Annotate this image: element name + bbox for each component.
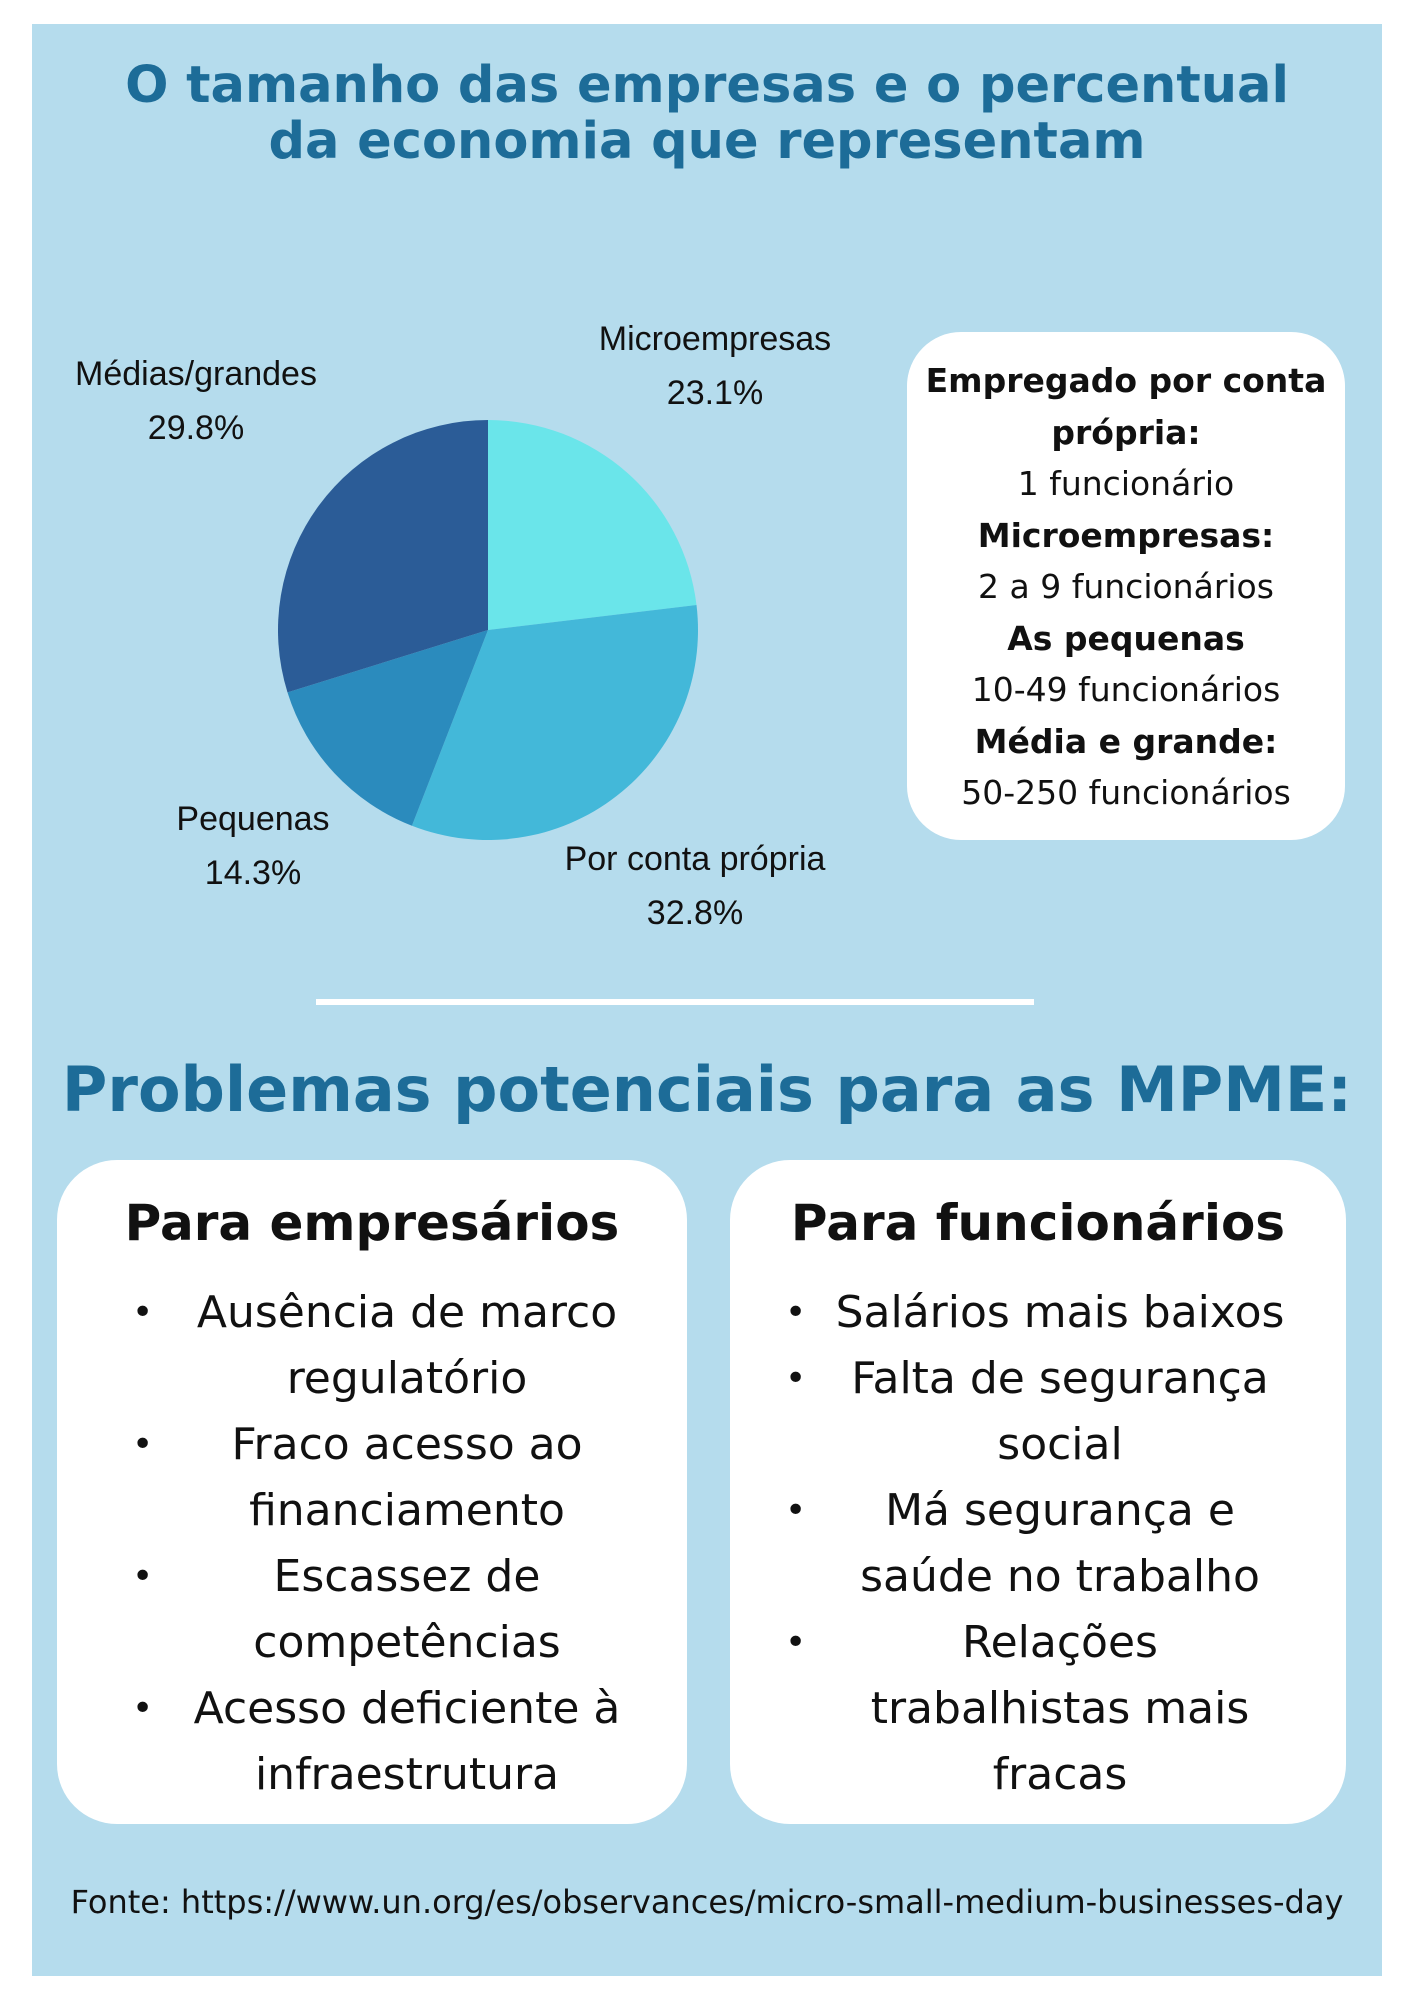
list-item-text: Ausência de marco regulatório bbox=[196, 1287, 618, 1404]
definition-value: 2 a 9 funcionários bbox=[978, 567, 1274, 606]
bullet-icon: • bbox=[132, 1556, 154, 1597]
company-size-definitions bbox=[907, 332, 1345, 840]
list-item-text: Relações trabalhistas mais fracas bbox=[870, 1617, 1250, 1800]
definition-term: Média e grande: bbox=[974, 721, 1278, 761]
definition-value: 1 funcionário bbox=[1017, 464, 1235, 503]
pie-value-label: 14.3% bbox=[204, 854, 302, 892]
employers-card bbox=[57, 1160, 687, 1824]
problems-heading: Problemas potenciais para as MPME: bbox=[61, 1053, 1353, 1126]
pie-label: Médias/grandes bbox=[75, 355, 317, 393]
list-item-text: Salários mais baixos bbox=[835, 1287, 1285, 1338]
list-item bbox=[57, 1544, 687, 1676]
employees-card-heading: Para funcionários bbox=[790, 1194, 1286, 1252]
pie-label: Pequenas bbox=[176, 800, 330, 838]
bullet-icon: • bbox=[132, 1424, 154, 1465]
employers-problem-list bbox=[57, 1280, 687, 1808]
pie-value-label: 23.1% bbox=[666, 374, 764, 412]
bullet-icon: • bbox=[132, 1292, 154, 1333]
pie-label: Microempresas bbox=[598, 320, 832, 358]
pie-label: Por conta própria bbox=[564, 840, 826, 878]
list-item bbox=[57, 1412, 687, 1544]
definition-value: 50-250 funcionários bbox=[961, 773, 1291, 812]
bullet-icon: • bbox=[785, 1622, 807, 1663]
title-line-2: da economia que representam bbox=[268, 112, 1146, 171]
definition-term: Microempresas: bbox=[977, 515, 1275, 555]
pie-value-label: 29.8% bbox=[147, 409, 245, 447]
employers-card-heading: Para empresários bbox=[124, 1194, 620, 1252]
list-item bbox=[730, 1478, 1346, 1610]
list-item bbox=[730, 1280, 1346, 1346]
list-item bbox=[57, 1280, 687, 1412]
definition-value: 10-49 funcionários bbox=[971, 670, 1281, 709]
bullet-icon: • bbox=[785, 1292, 807, 1333]
list-item-text: Má segurança e saúde no trabalho bbox=[860, 1485, 1260, 1602]
pie-value-label: 32.8% bbox=[646, 894, 744, 932]
list-item bbox=[730, 1610, 1346, 1808]
list-item-text: Acesso deficiente à infraestrutura bbox=[193, 1683, 621, 1800]
pie-slice-microempresas bbox=[488, 420, 697, 630]
list-item-text: Fraco acesso ao financiamento bbox=[231, 1419, 583, 1536]
bullet-icon: • bbox=[785, 1358, 807, 1399]
bullet-icon: • bbox=[132, 1688, 154, 1729]
definition-term: própria: bbox=[1051, 412, 1201, 452]
list-item-text: Falta de segurança social bbox=[851, 1353, 1269, 1470]
source-citation: Fonte: https://www.un.org/es/observances/micro-small-medium-businesses-day bbox=[70, 1883, 1344, 1921]
page-title bbox=[0, 58, 1414, 170]
list-item bbox=[730, 1346, 1346, 1478]
definition-term: As pequenas bbox=[1007, 618, 1245, 658]
list-item bbox=[57, 1676, 687, 1808]
section-divider bbox=[316, 999, 1034, 1005]
bullet-icon: • bbox=[785, 1490, 807, 1531]
definition-term: Empregado por conta bbox=[925, 361, 1327, 400]
employees-problem-list bbox=[730, 1280, 1346, 1808]
title-line-1: O tamanho das empresas e o percentual bbox=[125, 56, 1289, 115]
employees-card bbox=[730, 1160, 1346, 1824]
list-item-text: Escassez de competências bbox=[253, 1551, 561, 1668]
